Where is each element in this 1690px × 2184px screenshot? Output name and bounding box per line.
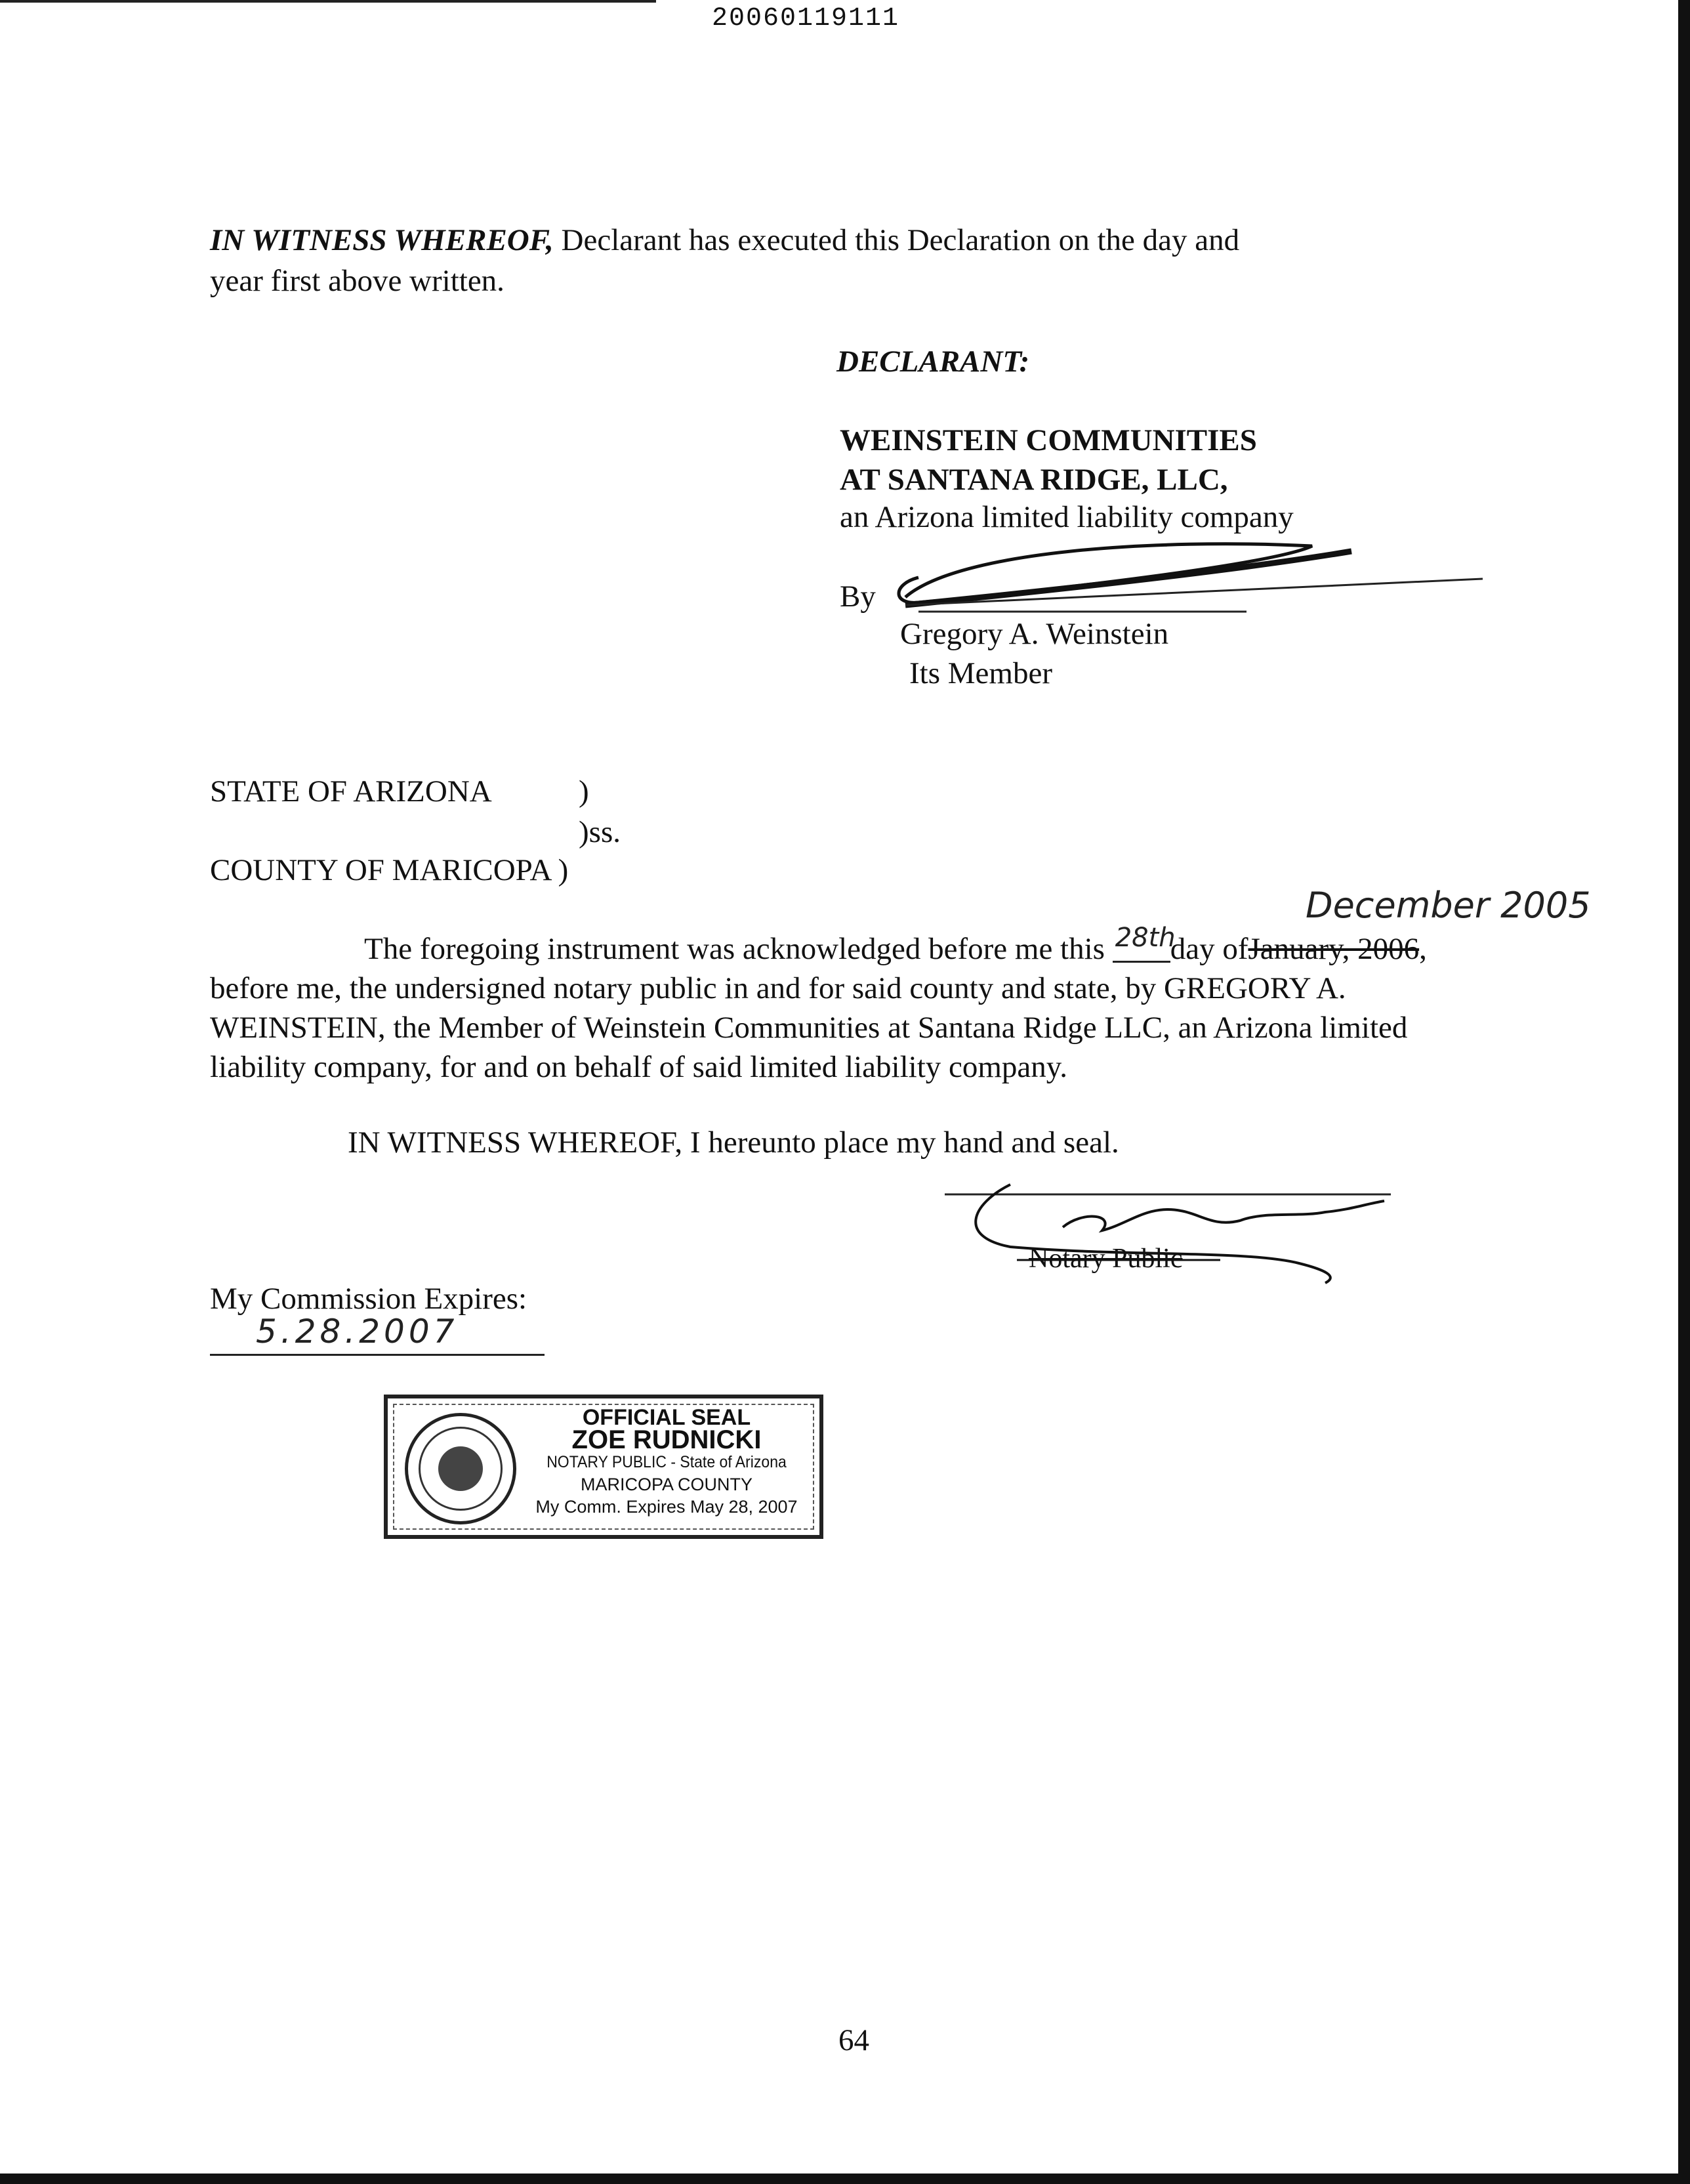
seal-line1: OFFICIAL SEAL (582, 1405, 751, 1430)
ack-line2: before me, the undersigned notary public in and for said county and state, by GREGORY A. (210, 971, 1346, 1005)
seal-line3: NOTARY PUBLIC - State of Arizona (546, 1453, 787, 1471)
ack-comma: , (1419, 932, 1427, 966)
commission-date: 5.28.2007 (256, 1312, 459, 1351)
company-desc: an Arizona limited liability company (840, 500, 1294, 534)
ack-line1 (364, 923, 1427, 969)
declarant-signature (879, 525, 1502, 623)
scan-top-edge (0, 0, 656, 3)
seal-line4: MARICOPA COUNTY (580, 1475, 753, 1494)
ack-line1-start: The foregoing instrument was acknowledged before me this (364, 932, 1105, 966)
ack-line4: liability company, for and on behalf of said limited liability company. (210, 1050, 1067, 1084)
notary-seal-stamp (384, 1395, 823, 1539)
commission-underline (210, 1354, 545, 1356)
notary-witness: IN WITNESS WHEREOF, I hereunto place my hand and seal. (348, 1125, 1119, 1160)
ack-line3: WEINSTEIN, the Member of Weinstein Communities at Santana Ridge LLC, an Arizona limited (210, 1011, 1408, 1045)
signer-name: Gregory A. Weinstein (900, 617, 1169, 651)
seal-line2: ZOE RUDNICKI (571, 1425, 762, 1454)
struck-date: January, 2006 (1248, 932, 1420, 966)
witness-rest-line2: year first above written. (210, 264, 505, 298)
commission-label: My Commission Expires: (210, 1282, 527, 1316)
venue-county: COUNTY OF MARICOPA ) (210, 853, 569, 887)
scan-bottom-edge (0, 2174, 1690, 2184)
venue-state: STATE OF ARIZONA (210, 774, 492, 808)
day-blank (1113, 923, 1176, 963)
document-number: 20060119111 (712, 4, 900, 33)
company-line1: WEINSTEIN COMMUNITIES (840, 423, 1257, 457)
witness-rest-line1: Declarant has executed this Declaration on the day and (561, 223, 1240, 257)
venue-ss: )ss. (579, 815, 621, 849)
signer-title: Its Member (909, 656, 1052, 690)
ack-line1-mid: day of (1170, 932, 1248, 966)
witness-clause (210, 220, 1496, 261)
witness-lead: IN WITNESS WHEREOF, (210, 223, 554, 257)
scan-right-edge (1678, 0, 1690, 2184)
handwritten-day: 28th (1115, 923, 1176, 953)
seal-line5: My Comm. Expires May 28, 2007 (535, 1497, 798, 1517)
state-seal-emblem (405, 1413, 516, 1524)
company-line2: AT SANTANA RIDGE, LLC, (840, 463, 1228, 497)
page-number: 64 (838, 2023, 869, 2057)
venue-paren: ) (579, 774, 589, 808)
notary-public-label: Notary Public (1029, 1244, 1183, 1274)
handwritten-date-correction: December 2005 (1306, 885, 1591, 926)
declarant-heading: DECLARANT: (836, 345, 1030, 379)
seal-text (519, 1406, 814, 1518)
by-label: By (840, 579, 876, 614)
